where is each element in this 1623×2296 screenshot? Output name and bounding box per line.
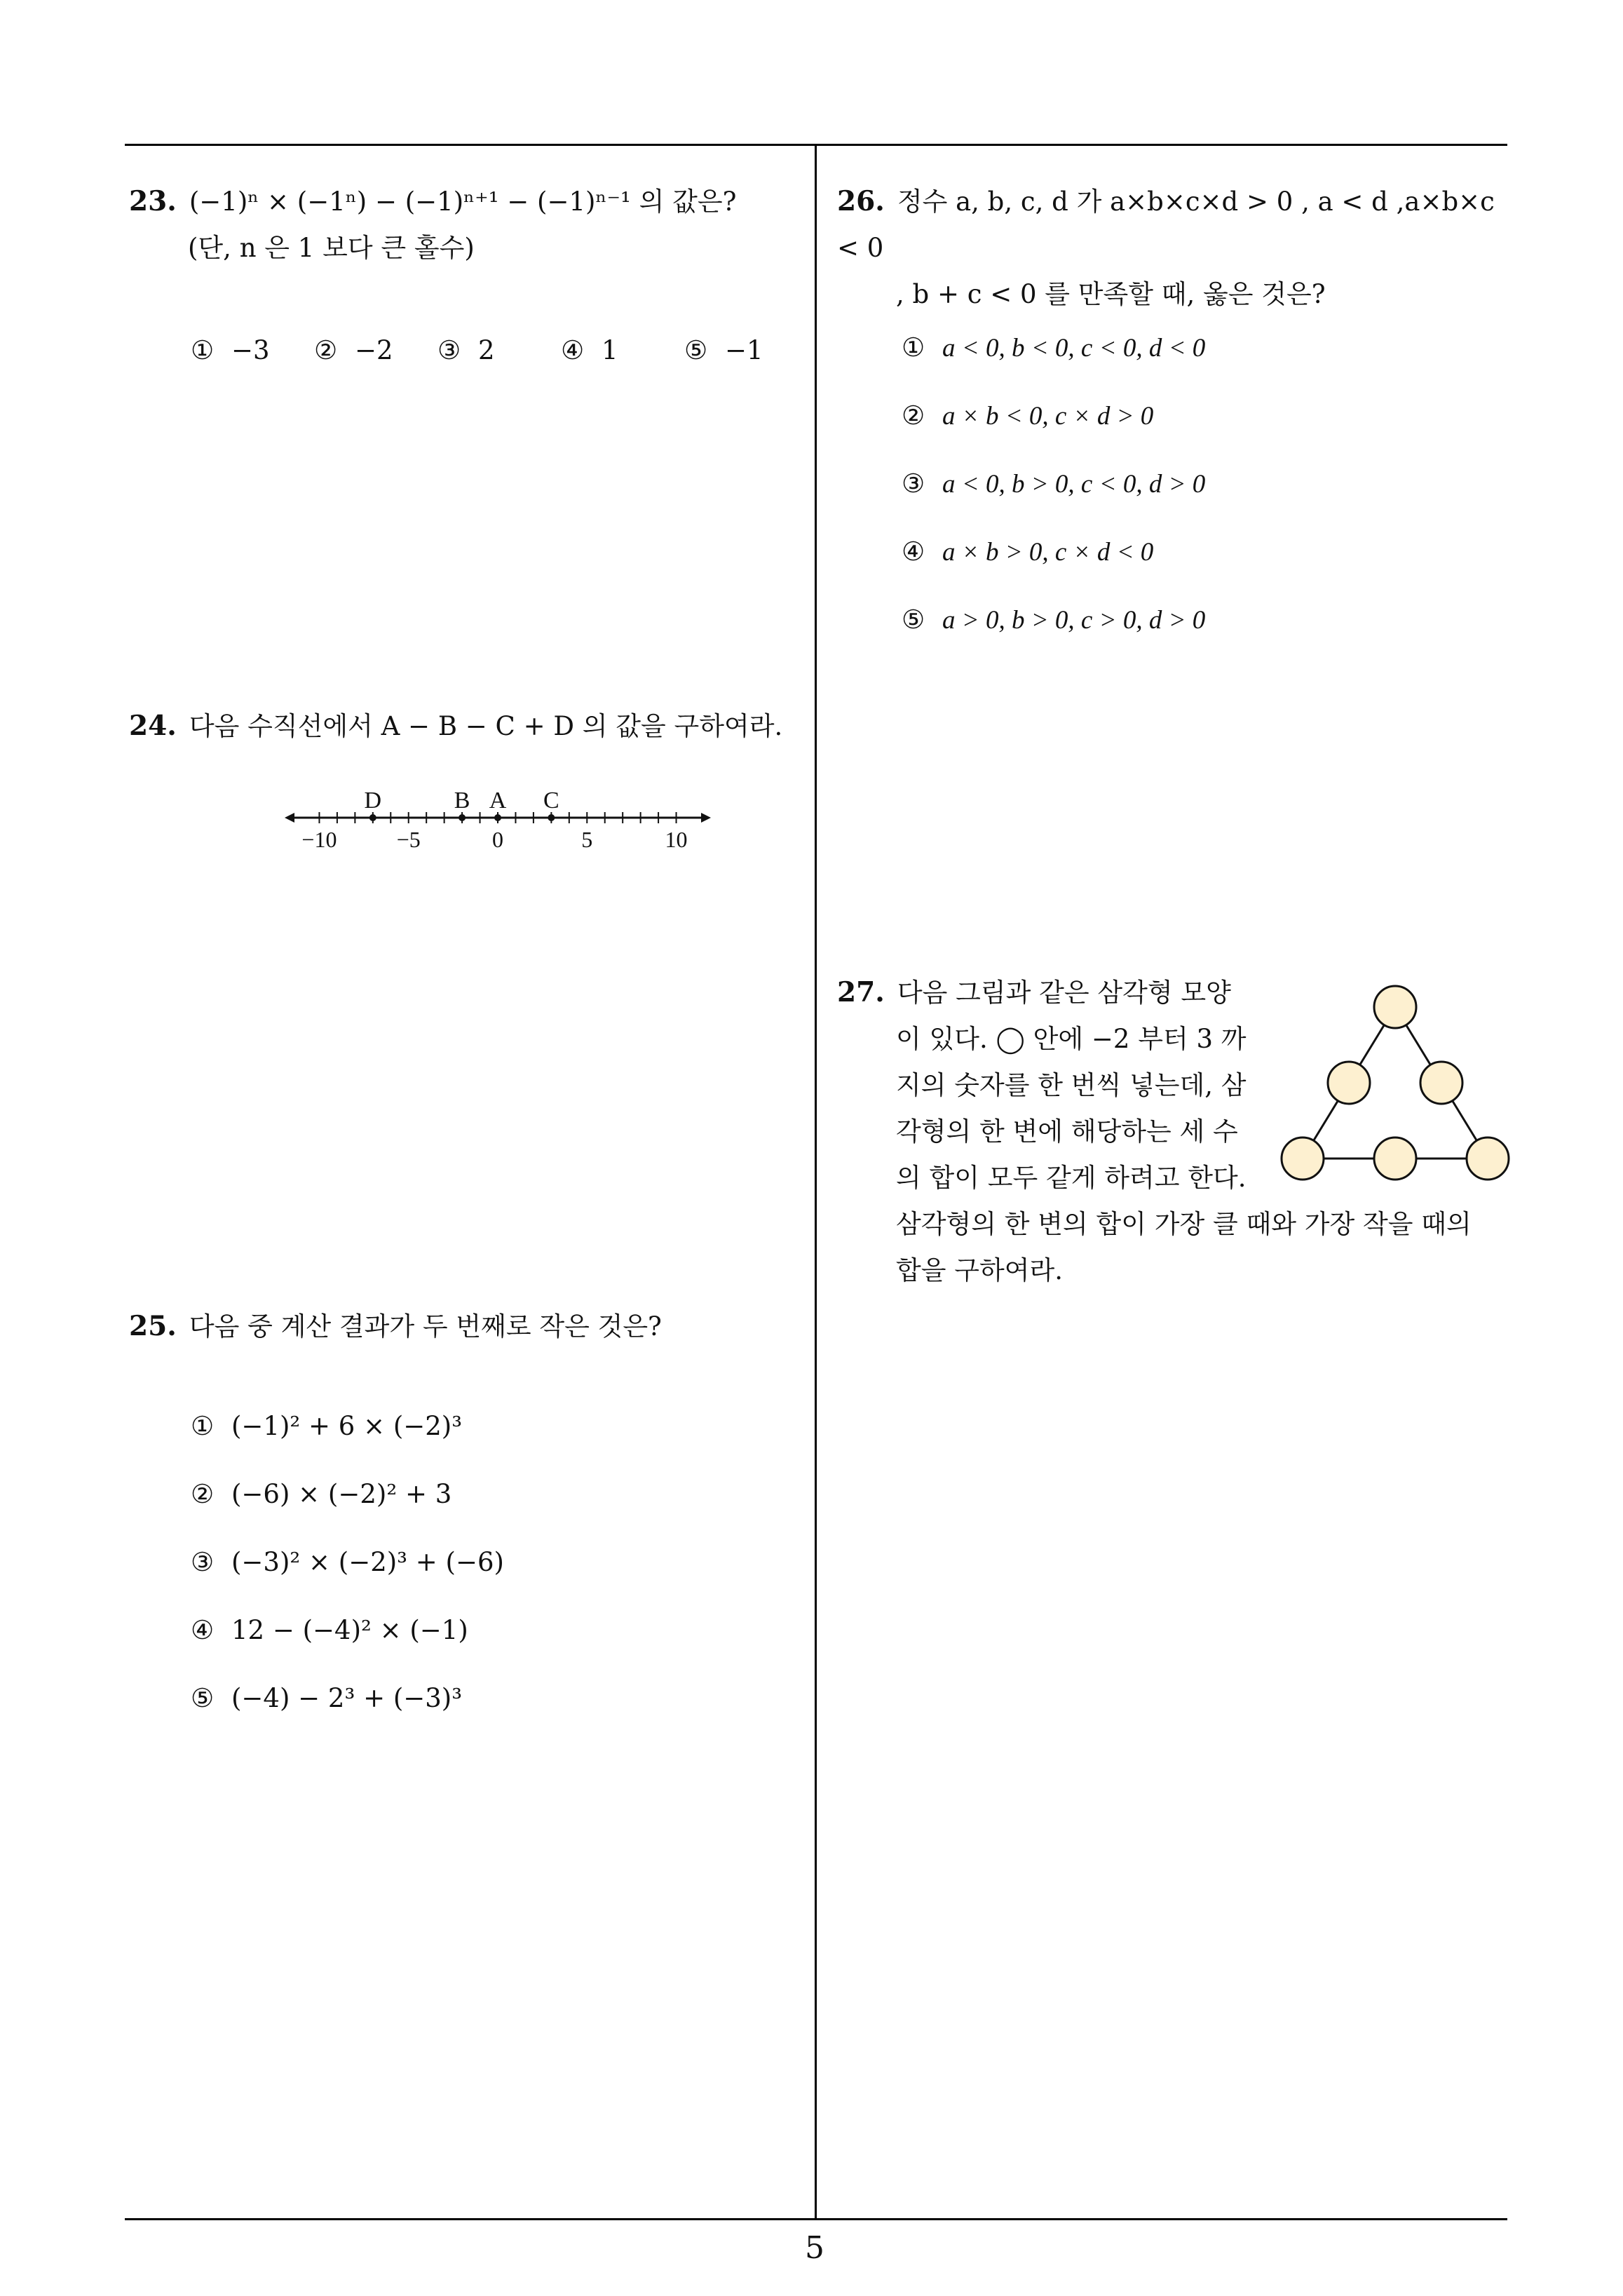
tick-label: 10 bbox=[665, 827, 688, 852]
choice-4[interactable]: ④ 12 − (−4)² × (−1) bbox=[191, 1615, 468, 1645]
choice-2[interactable]: ② −2 bbox=[314, 335, 393, 365]
circle-top bbox=[1374, 986, 1416, 1028]
question-text: 다음 중 계산 결과가 두 번째로 작은 것은? bbox=[189, 1311, 662, 1342]
question-line-3: 지의 숫자를 한 번씩 넣는데, 삼 bbox=[896, 1070, 1247, 1100]
question-expression: (−1)ⁿ × (−1ⁿ) − (−1)ⁿ⁺¹ − (−1)ⁿ⁻¹ bbox=[189, 187, 631, 217]
column-divider bbox=[815, 144, 817, 2220]
q23-choices bbox=[191, 335, 801, 370]
q25-choices bbox=[191, 1411, 504, 1751]
question-text-line-1: 정수 a, b, c, d 가 a×b×c×d > 0 , a < d ,a×b×c < 0 bbox=[837, 187, 1495, 263]
question-23 bbox=[129, 178, 802, 271]
question-26 bbox=[837, 178, 1503, 318]
choice-2[interactable]: ② a × b < 0, c × d > 0 bbox=[902, 400, 1154, 431]
question-line-2: 이 있다. ◯ 안에 −2 부터 3 까 bbox=[896, 1024, 1247, 1054]
axis-right-arrow bbox=[701, 813, 711, 823]
number-line-figure bbox=[280, 777, 715, 854]
choice-1[interactable]: ① −3 bbox=[191, 335, 270, 365]
choice-1[interactable]: ① a < 0, b < 0, c < 0, d < 0 bbox=[902, 332, 1206, 363]
choice-5[interactable]: ⑤ −1 bbox=[684, 335, 763, 365]
axis-left-arrow bbox=[285, 813, 294, 823]
page-number: 5 bbox=[805, 2230, 824, 2266]
question-number: 23. bbox=[129, 185, 177, 217]
question-condition: (단, n 은 1 보다 큰 홀수) bbox=[188, 233, 475, 263]
circle-bottom-center bbox=[1374, 1137, 1416, 1180]
bottom-rule bbox=[125, 2218, 1507, 2220]
tick-label: −5 bbox=[396, 827, 421, 852]
question-line-6: 삼각형의 한 변의 합이 가장 클 때와 가장 작을 때의 bbox=[896, 1209, 1472, 1239]
question-line-1: 다음 그림과 같은 삼각형 모양 bbox=[897, 978, 1231, 1008]
triangle-circles-figure bbox=[1277, 982, 1516, 1192]
question-text-line-2: , b + c < 0 를 만족할 때, 옳은 것은? bbox=[896, 279, 1326, 309]
choice-5[interactable]: ⑤ a > 0, b > 0, c > 0, d > 0 bbox=[902, 605, 1206, 635]
question-text: 다음 수직선에서 A − B − C + D 의 값을 구하여라. bbox=[189, 711, 783, 741]
question-number: 24. bbox=[129, 710, 177, 742]
question-number: 27. bbox=[837, 976, 885, 1008]
choice-1[interactable]: ① (−1)² + 6 × (−2)³ bbox=[191, 1411, 463, 1441]
circle-mid-left bbox=[1328, 1062, 1370, 1104]
point-label-b: B bbox=[454, 788, 470, 813]
choice-3[interactable]: ③ 2 bbox=[437, 335, 495, 365]
point-label-c: C bbox=[543, 788, 559, 813]
circle-mid-right bbox=[1420, 1062, 1462, 1104]
choice-3[interactable]: ③ a < 0, b > 0, c < 0, d > 0 bbox=[902, 468, 1206, 499]
choice-2[interactable]: ② (−6) × (−2)² + 3 bbox=[191, 1479, 452, 1509]
point-label-d: D bbox=[364, 788, 382, 813]
circle-bottom-right bbox=[1467, 1137, 1509, 1180]
choice-4[interactable]: ④ 1 bbox=[561, 335, 618, 365]
question-text: 의 값은? bbox=[630, 187, 737, 217]
question-number: 26. bbox=[837, 185, 885, 217]
question-25 bbox=[129, 1303, 802, 1350]
tick-label: −10 bbox=[301, 827, 337, 852]
tick-label: 0 bbox=[492, 827, 503, 852]
question-line-4: 각형의 한 변에 해당하는 세 수 bbox=[896, 1116, 1238, 1147]
question-line-5: 의 합이 모두 같게 하려고 한다. bbox=[896, 1163, 1247, 1193]
choice-4[interactable]: ④ a × b > 0, c × d < 0 bbox=[902, 536, 1154, 567]
point-label-a: A bbox=[489, 788, 507, 813]
tick-label: 5 bbox=[581, 827, 593, 852]
choice-5[interactable]: ⑤ (−4) − 2³ + (−3)³ bbox=[191, 1683, 463, 1713]
question-number: 25. bbox=[129, 1310, 177, 1342]
choice-3[interactable]: ③ (−3)² × (−2)³ + (−6) bbox=[191, 1547, 504, 1577]
question-24 bbox=[129, 703, 802, 750]
question-line-7: 합을 구하여라. bbox=[896, 1255, 1063, 1285]
q26-choices bbox=[902, 332, 1205, 673]
circle-bottom-left bbox=[1282, 1137, 1324, 1180]
